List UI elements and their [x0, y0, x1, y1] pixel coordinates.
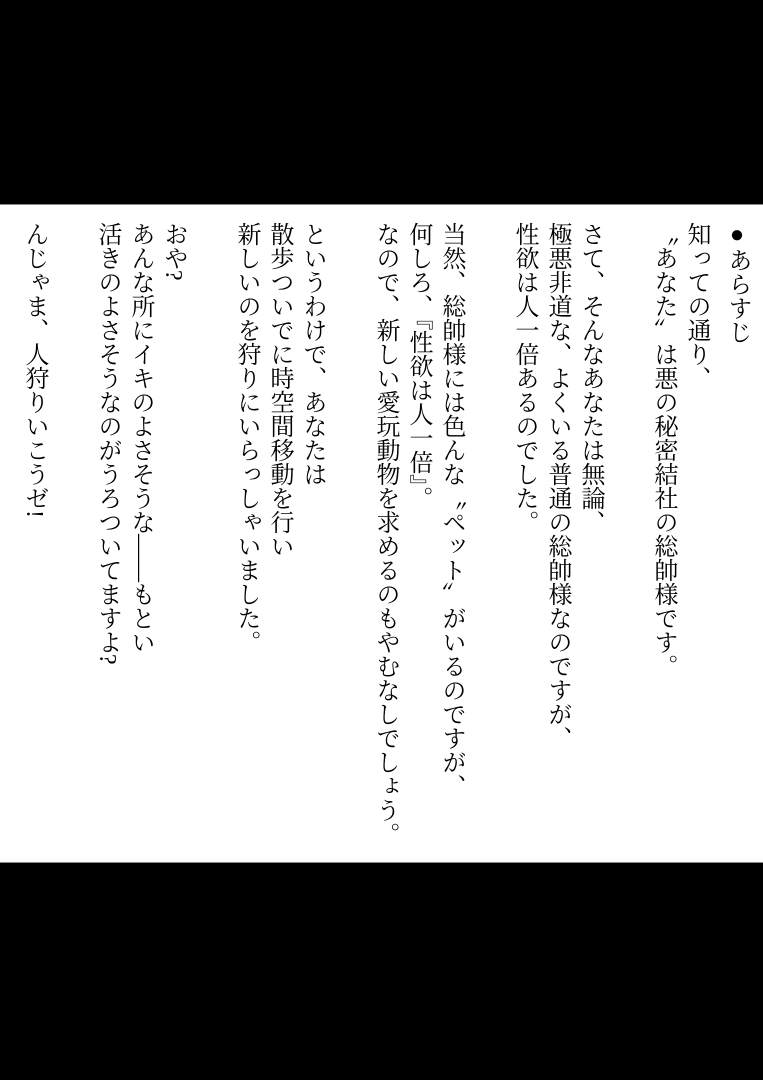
synopsis-paragraph — [646, 222, 712, 852]
synopsis-line: 新しいのを狩りにいらっしゃいました。 — [233, 222, 259, 654]
synopsis-line: 性欲は人一倍あるのでした。 — [511, 222, 537, 534]
synopsis-paragraph — [229, 222, 328, 852]
synopsis-line: 活きのよさそうなのがうろついてますよ? — [94, 222, 120, 665]
synopsis-line: 散歩ついでに時空間移動を行い — [266, 222, 292, 558]
synopsis-line: 何しろ、『性欲は人一倍』。 — [405, 222, 431, 510]
synopsis-line: んじゃま、人狩りいこうゼ! — [21, 222, 47, 518]
synopsis-paragraph — [90, 222, 189, 852]
synopsis-heading: ●あらすじ — [724, 222, 750, 344]
synopsis-line: あんな所にイキのよさそうな――もとい — [127, 222, 153, 654]
synopsis-paragraph — [368, 222, 467, 852]
synopsis-line: 極悪非道な、よくいる普通の総帥様なのですが、 — [544, 222, 570, 750]
synopsis-line: 当然、総帥様には色んな〝ペット〟がいるのですが、 — [438, 222, 464, 798]
synopsis-paragraph — [507, 222, 606, 852]
synopsis-panel — [0, 205, 763, 862]
synopsis-line: というわけで、あなたは — [299, 222, 325, 486]
synopsis-line: 〝あなた〟は悪の秘密結社の総帥様です。 — [650, 222, 676, 678]
synopsis-text — [17, 222, 753, 852]
synopsis-line: さて、そんなあなたは無論、 — [577, 222, 603, 534]
synopsis-paragraph — [17, 222, 50, 852]
synopsis-line: なので、新しい愛玩動物を求めるのもやむなしでしょう。 — [372, 222, 398, 846]
synopsis-line: 知っての通り、 — [683, 222, 709, 390]
synopsis-line: おや? — [160, 222, 186, 281]
